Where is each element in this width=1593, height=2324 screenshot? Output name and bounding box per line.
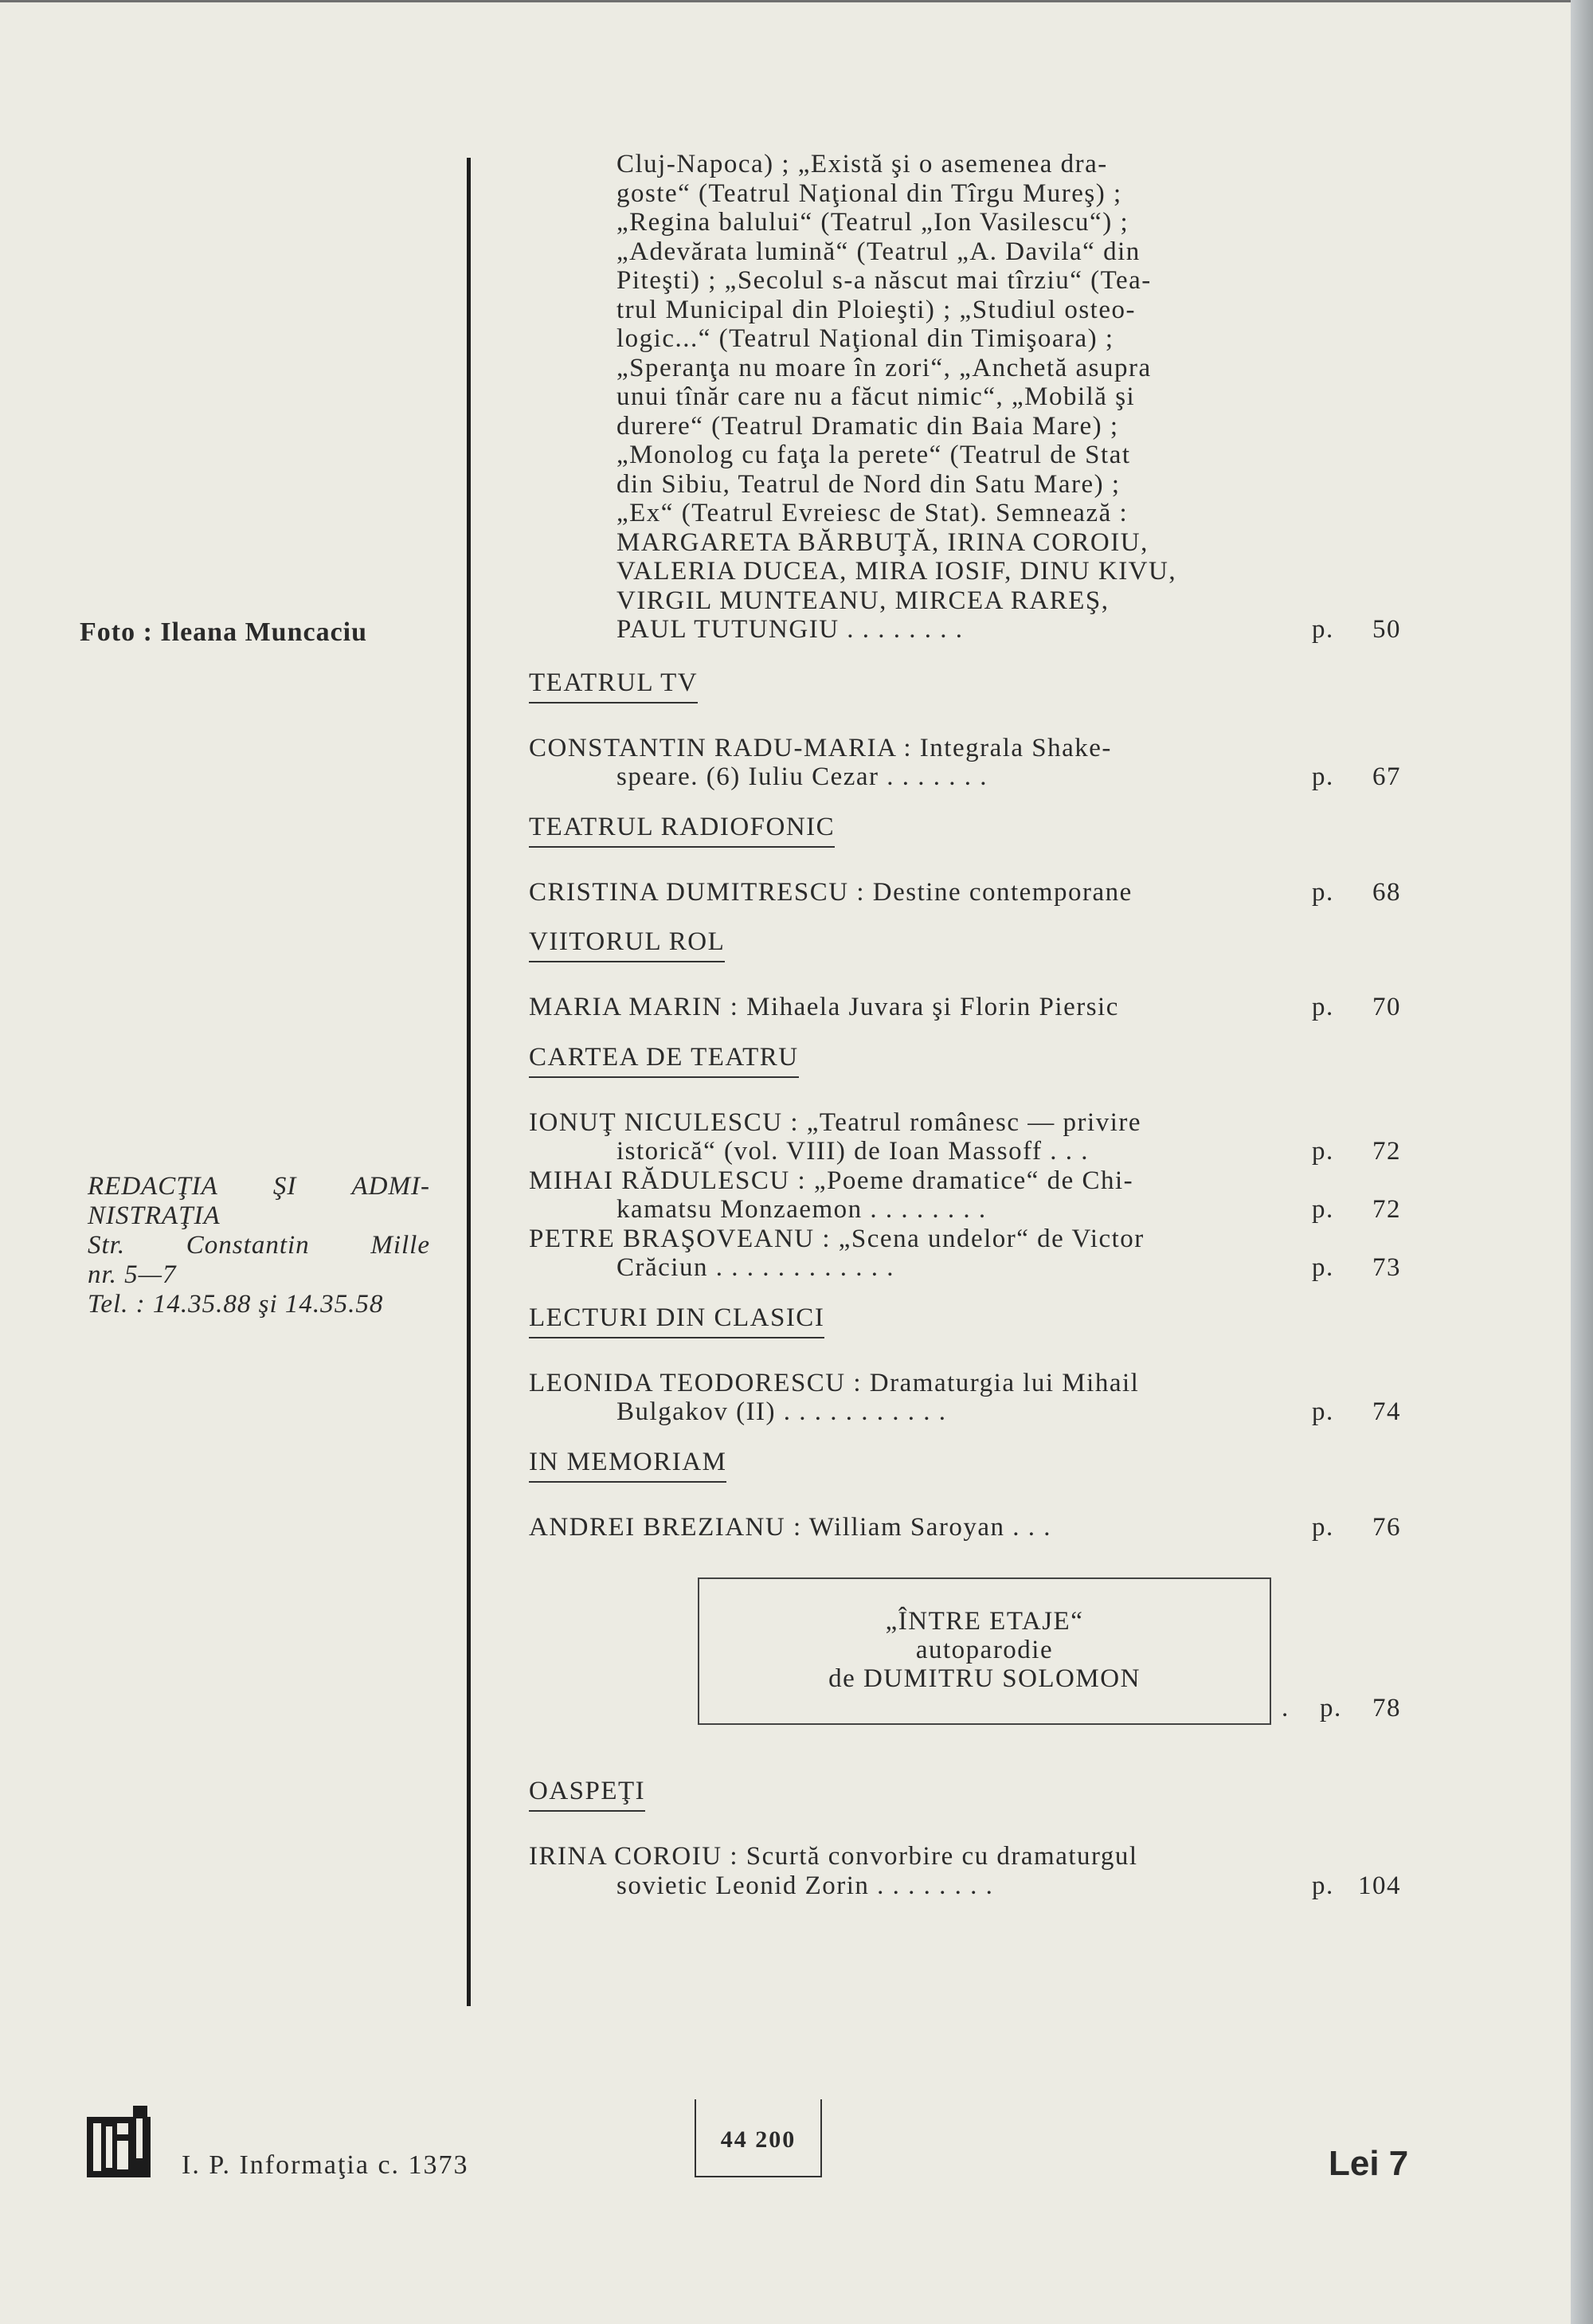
section-lecturi-din-clasici [529, 1303, 1401, 1427]
toc-entry [529, 1513, 1401, 1542]
address-line [88, 1231, 430, 1260]
address-word: Constantin [186, 1231, 310, 1260]
entry-text: Bulgakov (II) . . . . . . . . . . . [616, 1397, 947, 1426]
entry-text: MARIA MARIN : Mihaela Juvara şi Florin Piersic [529, 993, 1119, 1021]
toc-entry [529, 1369, 1401, 1427]
print-run-box: 44 200 [695, 2099, 822, 2177]
toc-entry [529, 1108, 1401, 1283]
address-word: Mille [370, 1231, 430, 1260]
section-heading: CARTEA DE TEATRU [529, 1043, 799, 1078]
section-heading: VIITORUL ROL [529, 927, 725, 962]
entry-text: kamatsu Monzaemon . . . . . . . . [616, 1195, 987, 1224]
entry-text: LEONIDA TEODORESCU : Dramaturgia lui Mihail [529, 1368, 1140, 1397]
section-heading: TEATRUL RADIOFONIC [529, 813, 835, 848]
address-word: REDACŢIA [88, 1172, 218, 1201]
text-line: VALERIA DUCEA, MIRA IOSIF, DINU KIVU, [616, 557, 1177, 586]
text-line: „Monolog cu faţa la perete“ (Teatrul de Stat [616, 441, 1131, 469]
text-line: „Speranţa nu moare în zori“, „Anchetă asupra [616, 353, 1152, 382]
table-of-contents [529, 150, 1401, 1900]
address-line [88, 1172, 430, 1201]
entry-text: IRINA COROIU : Scurtă convorbire cu dramaturgul [529, 1842, 1138, 1871]
toc-entry-line [529, 1195, 1401, 1225]
text-line: trul Municipal din Ploieşti) ; „Studiul osteo- [616, 295, 1136, 324]
page-ref: p. 72 [1312, 1137, 1401, 1166]
address-word: ŞI [272, 1172, 297, 1201]
editorial-address [88, 1172, 430, 1319]
boxed-title-frame [698, 1577, 1271, 1725]
section-in-memoriam [529, 1448, 1401, 1542]
page-ref: p. 74 [1312, 1397, 1401, 1426]
entry-text: Crăciun . . . . . . . . . . . . [616, 1253, 894, 1282]
entry-text: IONUŢ NICULESCU : „Teatrul românesc — privire [529, 1107, 1142, 1137]
page-ref: p. 68 [1312, 877, 1401, 907]
boxed-entry [529, 1577, 1401, 1737]
text-line: MARGARETA BĂRBUŢĂ, IRINA COROIU, [616, 527, 1149, 557]
intro-paragraph [529, 150, 1401, 645]
toc-entry-line [529, 1871, 1401, 1901]
address-line: nr. 5—7 [88, 1260, 177, 1289]
page-ref: p. 70 [1312, 993, 1401, 1021]
toc-entry-line [529, 1253, 1401, 1283]
text-line: „Ex“ (Teatrul Evreiesc de Stat). Semnează : [616, 499, 1129, 527]
entry-text: PAUL TUTUNGIU . . . . . . . . [616, 615, 964, 644]
price-label: Lei 7 [1329, 2144, 1409, 2183]
address-word: Str. [88, 1231, 126, 1260]
page-ref: p. 67 [1312, 762, 1401, 791]
boxed-subtitle: autoparodie [915, 1636, 1054, 1664]
text-line: Piteşti) ; „Secolul s-a născut mai tîrziu“ (Tea- [616, 266, 1152, 295]
page-ref: p. 76 [1312, 1512, 1401, 1542]
toc-entry-line [529, 1137, 1401, 1166]
text-line: din Sibiu, Teatrul de Nord din Satu Mare) ; [616, 469, 1121, 499]
text-line: durere“ (Teatrul Dramatic din Baia Mare) ; [616, 411, 1119, 441]
boxed-author: de DUMITRU SOLOMON [828, 1664, 1141, 1693]
page-ref: p. 72 [1312, 1195, 1401, 1224]
text-line: goste“ (Teatrul Naţional din Tîrgu Mureş) ; [616, 178, 1122, 208]
section-teatrul-tv [529, 668, 1401, 792]
toc-entry [529, 1842, 1401, 1900]
section-heading: TEATRUL TV [529, 668, 698, 703]
toc-entry [529, 993, 1401, 1022]
text-line: VIRGIL MUNTEANU, MIRCEA RAREŞ, [616, 586, 1110, 615]
boxed-title: „ÎNTRE ETAJE“ [885, 1607, 1084, 1636]
address-line: NISTRAŢIA [88, 1201, 221, 1230]
section-cartea-de-teatru [529, 1043, 1401, 1283]
section-teatrul-radiofonic [529, 813, 1401, 907]
publisher-logo-icon [85, 2103, 152, 2179]
entry-text: MIHAI RĂDULESCU : „Poeme dramatice“ de Chi- [529, 1166, 1134, 1195]
entry-text: PETRE BRAŞOVEANU : „Scena undelor“ de Victor [529, 1224, 1145, 1253]
photo-credit: Foto : Ileana Muncaciu [80, 617, 368, 647]
page-ref: p. 104 [1312, 1871, 1401, 1900]
text-line: logic...“ (Teatrul Naţional din Timişoara) ; [616, 324, 1114, 353]
toc-entry-line [529, 762, 1401, 792]
section-viitorul-rol [529, 927, 1401, 1022]
entry-text: CONSTANTIN RADU-MARIA : Integrala Shake- [529, 733, 1112, 762]
entry-text: sovietic Leonid Zorin . . . . . . . . [616, 1871, 994, 1900]
section-heading: LECTURI DIN CLASICI [529, 1303, 824, 1338]
entry-text: istorică“ (vol. VIII) de Ioan Massoff . . . [616, 1137, 1089, 1166]
page-ref: p. 73 [1312, 1253, 1401, 1282]
section-heading: OASPEŢI [529, 1777, 645, 1812]
text-line: unui tînăr care nu a făcut nimic“, „Mobilă şi [616, 382, 1136, 411]
address-word: ADMI- [351, 1172, 430, 1201]
toc-entry [529, 734, 1401, 792]
page-ref: p. 50 [1312, 615, 1401, 644]
section-heading: IN MEMORIAM [529, 1448, 726, 1483]
text-line: „Regina balului“ (Teatrul „Ion Vasilescu“) ; [616, 208, 1129, 237]
section-oaspeti [529, 1777, 1401, 1900]
text-line: Cluj-Napoca) ; „Există şi o asemenea dra- [616, 150, 1108, 178]
page-ref: . p. 78 [1282, 1694, 1401, 1722]
printer-imprint: I. P. Informaţia c. 1373 [182, 2150, 469, 2180]
toc-entry-line [529, 1397, 1401, 1427]
column-divider [467, 158, 471, 2006]
page-edge [1571, 0, 1593, 2324]
entry-text: CRISTINA DUMITRESCU : Destine contemporane [529, 877, 1133, 907]
entry-text: speare. (6) Iuliu Cezar . . . . . . . [616, 762, 988, 791]
text-line: „Adevărata lumină“ (Teatrul „A. Davila“ din [616, 237, 1141, 266]
toc-entry [529, 878, 1401, 907]
entry-text: ANDREI BREZIANU : William Saroyan . . . [529, 1512, 1051, 1542]
toc-entry-line [616, 615, 1401, 645]
address-line: Tel. : 14.35.88 şi 14.35.58 [88, 1290, 384, 1319]
